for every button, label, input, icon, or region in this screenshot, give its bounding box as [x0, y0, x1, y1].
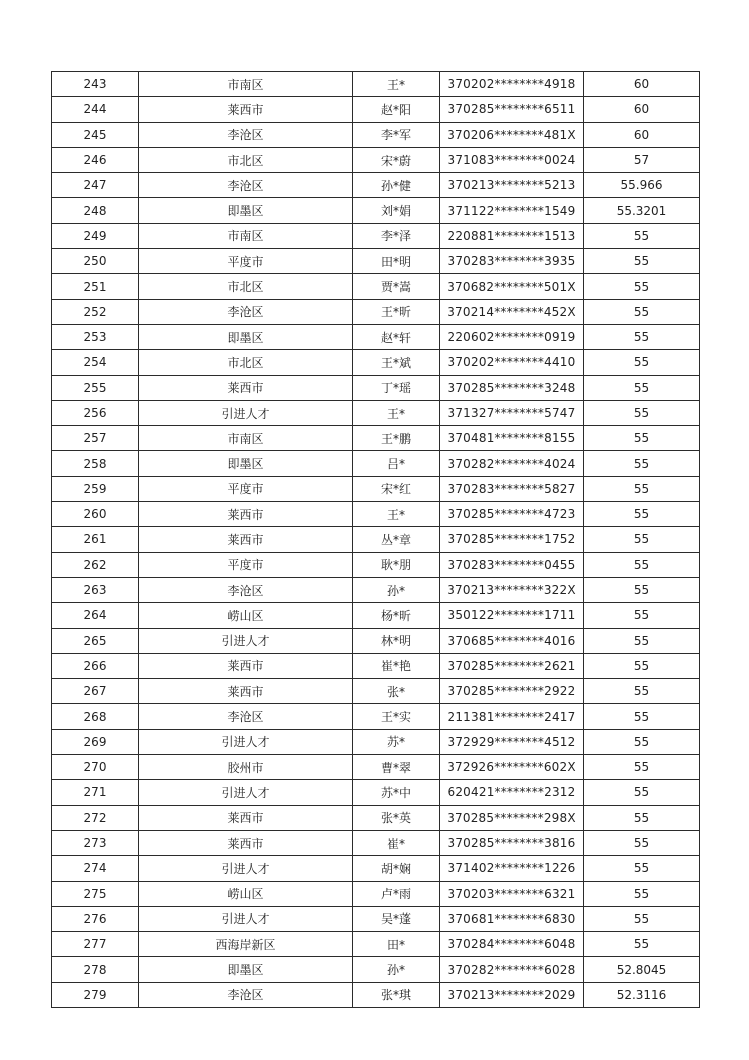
district-cell: 市北区 — [139, 274, 353, 299]
score-cell: 55 — [584, 350, 700, 375]
person-name-cell: 王* — [353, 72, 440, 97]
id-number-cell: 370214********452X — [440, 299, 584, 324]
row-number-cell: 248 — [52, 198, 139, 223]
person-name-cell: 孙* — [353, 957, 440, 982]
score-cell: 55.966 — [584, 173, 700, 198]
roster-table — [51, 71, 700, 1008]
person-name-cell: 吴*蓬 — [353, 906, 440, 931]
district-cell: 李沧区 — [139, 704, 353, 729]
table-row — [52, 324, 700, 349]
score-cell: 55 — [584, 451, 700, 476]
person-name-cell: 李*军 — [353, 122, 440, 147]
person-name-cell: 张*琪 — [353, 982, 440, 1007]
person-name-cell: 王*鹏 — [353, 426, 440, 451]
district-cell: 西海岸新区 — [139, 932, 353, 957]
score-cell: 55 — [584, 856, 700, 881]
district-cell: 市北区 — [139, 147, 353, 172]
person-name-cell: 丁*瑶 — [353, 375, 440, 400]
row-number-cell: 274 — [52, 856, 139, 881]
row-number-cell: 249 — [52, 223, 139, 248]
id-number-cell: 370685********4016 — [440, 628, 584, 653]
person-name-cell: 王*斌 — [353, 350, 440, 375]
person-name-cell: 杨*昕 — [353, 603, 440, 628]
score-cell: 55 — [584, 552, 700, 577]
id-number-cell: 372929********4512 — [440, 729, 584, 754]
table-row — [52, 147, 700, 172]
table-row — [52, 476, 700, 501]
table-row — [52, 299, 700, 324]
row-number-cell: 247 — [52, 173, 139, 198]
row-number-cell: 275 — [52, 881, 139, 906]
score-cell: 55 — [584, 249, 700, 274]
district-cell: 即墨区 — [139, 957, 353, 982]
row-number-cell: 276 — [52, 906, 139, 931]
score-cell: 55 — [584, 729, 700, 754]
district-cell: 莱西市 — [139, 502, 353, 527]
id-number-cell: 370284********6048 — [440, 932, 584, 957]
district-cell: 崂山区 — [139, 881, 353, 906]
person-name-cell: 李*泽 — [353, 223, 440, 248]
district-cell: 引进人才 — [139, 780, 353, 805]
row-number-cell: 266 — [52, 653, 139, 678]
row-number-cell: 260 — [52, 502, 139, 527]
score-cell: 55 — [584, 679, 700, 704]
row-number-cell: 262 — [52, 552, 139, 577]
row-number-cell: 273 — [52, 830, 139, 855]
row-number-cell: 271 — [52, 780, 139, 805]
table-row — [52, 577, 700, 602]
score-cell: 55 — [584, 400, 700, 425]
score-cell: 55 — [584, 299, 700, 324]
district-cell: 市北区 — [139, 350, 353, 375]
score-cell: 55 — [584, 426, 700, 451]
person-name-cell: 田* — [353, 932, 440, 957]
row-number-cell: 265 — [52, 628, 139, 653]
id-number-cell: 370202********4918 — [440, 72, 584, 97]
id-number-cell: 371083********0024 — [440, 147, 584, 172]
table-row — [52, 527, 700, 552]
row-number-cell: 267 — [52, 679, 139, 704]
row-number-cell: 264 — [52, 603, 139, 628]
person-name-cell: 赵*阳 — [353, 97, 440, 122]
row-number-cell: 256 — [52, 400, 139, 425]
row-number-cell: 245 — [52, 122, 139, 147]
row-number-cell: 263 — [52, 577, 139, 602]
id-number-cell: 370213********5213 — [440, 173, 584, 198]
score-cell: 55 — [584, 476, 700, 501]
person-name-cell: 王* — [353, 502, 440, 527]
person-name-cell: 丛*章 — [353, 527, 440, 552]
row-number-cell: 257 — [52, 426, 139, 451]
table-row — [52, 426, 700, 451]
id-number-cell: 370285********298X — [440, 805, 584, 830]
row-number-cell: 269 — [52, 729, 139, 754]
row-number-cell: 279 — [52, 982, 139, 1007]
person-name-cell: 崔*艳 — [353, 653, 440, 678]
table-row — [52, 881, 700, 906]
table-row — [52, 72, 700, 97]
table-row — [52, 755, 700, 780]
table-row — [52, 932, 700, 957]
person-name-cell: 赵*轩 — [353, 324, 440, 349]
table-row — [52, 780, 700, 805]
score-cell: 60 — [584, 72, 700, 97]
score-cell: 60 — [584, 122, 700, 147]
row-number-cell: 258 — [52, 451, 139, 476]
row-number-cell: 252 — [52, 299, 139, 324]
score-cell: 57 — [584, 147, 700, 172]
id-number-cell: 220881********1513 — [440, 223, 584, 248]
district-cell: 引进人才 — [139, 856, 353, 881]
id-number-cell: 370213********322X — [440, 577, 584, 602]
district-cell: 引进人才 — [139, 906, 353, 931]
person-name-cell: 孙* — [353, 577, 440, 602]
row-number-cell: 243 — [52, 72, 139, 97]
district-cell: 李沧区 — [139, 299, 353, 324]
person-name-cell: 林*明 — [353, 628, 440, 653]
id-number-cell: 211381********2417 — [440, 704, 584, 729]
table-row — [52, 628, 700, 653]
score-cell: 55 — [584, 502, 700, 527]
district-cell: 市南区 — [139, 223, 353, 248]
id-number-cell: 370213********2029 — [440, 982, 584, 1007]
person-name-cell: 胡*娴 — [353, 856, 440, 881]
score-cell: 52.3116 — [584, 982, 700, 1007]
table-row — [52, 704, 700, 729]
district-cell: 市南区 — [139, 72, 353, 97]
person-name-cell: 苏*中 — [353, 780, 440, 805]
district-cell: 李沧区 — [139, 982, 353, 1007]
row-number-cell: 272 — [52, 805, 139, 830]
district-cell: 即墨区 — [139, 451, 353, 476]
table-row — [52, 400, 700, 425]
row-number-cell: 244 — [52, 97, 139, 122]
table-row — [52, 603, 700, 628]
id-number-cell: 370285********1752 — [440, 527, 584, 552]
row-number-cell: 250 — [52, 249, 139, 274]
table-row — [52, 856, 700, 881]
table-row — [52, 653, 700, 678]
district-cell: 莱西市 — [139, 97, 353, 122]
district-cell: 胶州市 — [139, 755, 353, 780]
score-cell: 55 — [584, 274, 700, 299]
score-cell: 55 — [584, 780, 700, 805]
person-name-cell: 张*英 — [353, 805, 440, 830]
table-row — [52, 97, 700, 122]
row-number-cell: 253 — [52, 324, 139, 349]
district-cell: 平度市 — [139, 552, 353, 577]
score-cell: 55 — [584, 324, 700, 349]
district-cell: 莱西市 — [139, 679, 353, 704]
table-row — [52, 350, 700, 375]
id-number-cell: 370206********481X — [440, 122, 584, 147]
row-number-cell: 261 — [52, 527, 139, 552]
table-row — [52, 906, 700, 931]
id-number-cell: 370285********3816 — [440, 830, 584, 855]
person-name-cell: 耿*朋 — [353, 552, 440, 577]
score-cell: 55 — [584, 704, 700, 729]
person-name-cell: 吕* — [353, 451, 440, 476]
score-cell: 55 — [584, 830, 700, 855]
row-number-cell: 255 — [52, 375, 139, 400]
person-name-cell: 苏* — [353, 729, 440, 754]
table-row — [52, 249, 700, 274]
score-cell: 55 — [584, 577, 700, 602]
row-number-cell: 251 — [52, 274, 139, 299]
district-cell: 莱西市 — [139, 527, 353, 552]
table-row — [52, 173, 700, 198]
score-cell: 55 — [584, 881, 700, 906]
district-cell: 莱西市 — [139, 653, 353, 678]
person-name-cell: 崔* — [353, 830, 440, 855]
id-number-cell: 370283********0455 — [440, 552, 584, 577]
id-number-cell: 370285********6511 — [440, 97, 584, 122]
person-name-cell: 王* — [353, 400, 440, 425]
table-row — [52, 552, 700, 577]
id-number-cell: 370282********4024 — [440, 451, 584, 476]
score-cell: 55 — [584, 603, 700, 628]
id-number-cell: 371327********5747 — [440, 400, 584, 425]
row-number-cell: 259 — [52, 476, 139, 501]
district-cell: 引进人才 — [139, 400, 353, 425]
id-number-cell: 370283********5827 — [440, 476, 584, 501]
id-number-cell: 370682********501X — [440, 274, 584, 299]
table-row — [52, 805, 700, 830]
score-cell: 55 — [584, 223, 700, 248]
score-cell: 55 — [584, 906, 700, 931]
district-cell: 市南区 — [139, 426, 353, 451]
roster-table-body — [52, 72, 700, 1008]
table-row — [52, 982, 700, 1007]
score-cell: 55 — [584, 805, 700, 830]
person-name-cell: 宋*蔚 — [353, 147, 440, 172]
id-number-cell: 371402********1226 — [440, 856, 584, 881]
row-number-cell: 246 — [52, 147, 139, 172]
row-number-cell: 268 — [52, 704, 139, 729]
id-number-cell: 370282********6028 — [440, 957, 584, 982]
district-cell: 崂山区 — [139, 603, 353, 628]
row-number-cell: 277 — [52, 932, 139, 957]
score-cell: 55.3201 — [584, 198, 700, 223]
district-cell: 莱西市 — [139, 805, 353, 830]
id-number-cell: 371122********1549 — [440, 198, 584, 223]
district-cell: 李沧区 — [139, 173, 353, 198]
table-row — [52, 223, 700, 248]
district-cell: 李沧区 — [139, 122, 353, 147]
table-row — [52, 957, 700, 982]
district-cell: 引进人才 — [139, 628, 353, 653]
table-row — [52, 198, 700, 223]
district-cell: 平度市 — [139, 476, 353, 501]
person-name-cell: 贾*嵩 — [353, 274, 440, 299]
district-cell: 即墨区 — [139, 324, 353, 349]
score-cell: 52.8045 — [584, 957, 700, 982]
district-cell: 莱西市 — [139, 830, 353, 855]
score-cell: 55 — [584, 653, 700, 678]
person-name-cell: 王*昕 — [353, 299, 440, 324]
table-row — [52, 274, 700, 299]
district-cell: 即墨区 — [139, 198, 353, 223]
score-cell: 55 — [584, 755, 700, 780]
id-number-cell: 370203********6321 — [440, 881, 584, 906]
district-cell: 平度市 — [139, 249, 353, 274]
table-row — [52, 375, 700, 400]
id-number-cell: 372926********602X — [440, 755, 584, 780]
district-cell: 莱西市 — [139, 375, 353, 400]
score-cell: 55 — [584, 375, 700, 400]
district-cell: 引进人才 — [139, 729, 353, 754]
score-cell: 60 — [584, 97, 700, 122]
table-row — [52, 729, 700, 754]
person-name-cell: 田*明 — [353, 249, 440, 274]
row-number-cell: 254 — [52, 350, 139, 375]
id-number-cell: 370681********6830 — [440, 906, 584, 931]
id-number-cell: 370285********2922 — [440, 679, 584, 704]
person-name-cell: 孙*健 — [353, 173, 440, 198]
id-number-cell: 370285********3248 — [440, 375, 584, 400]
table-row — [52, 502, 700, 527]
id-number-cell: 350122********1711 — [440, 603, 584, 628]
district-cell: 李沧区 — [139, 577, 353, 602]
id-number-cell: 370285********2621 — [440, 653, 584, 678]
person-name-cell: 王*实 — [353, 704, 440, 729]
row-number-cell: 270 — [52, 755, 139, 780]
person-name-cell: 宋*红 — [353, 476, 440, 501]
id-number-cell: 620421********2312 — [440, 780, 584, 805]
id-number-cell: 220602********0919 — [440, 324, 584, 349]
id-number-cell: 370285********4723 — [440, 502, 584, 527]
score-cell: 55 — [584, 527, 700, 552]
table-row — [52, 830, 700, 855]
person-name-cell: 刘*娟 — [353, 198, 440, 223]
person-name-cell: 张* — [353, 679, 440, 704]
id-number-cell: 370202********4410 — [440, 350, 584, 375]
row-number-cell: 278 — [52, 957, 139, 982]
person-name-cell: 曹*翠 — [353, 755, 440, 780]
id-number-cell: 370283********3935 — [440, 249, 584, 274]
id-number-cell: 370481********8155 — [440, 426, 584, 451]
table-row — [52, 122, 700, 147]
table-row — [52, 679, 700, 704]
person-name-cell: 卢*雨 — [353, 881, 440, 906]
table-row — [52, 451, 700, 476]
score-cell: 55 — [584, 932, 700, 957]
score-cell: 55 — [584, 628, 700, 653]
